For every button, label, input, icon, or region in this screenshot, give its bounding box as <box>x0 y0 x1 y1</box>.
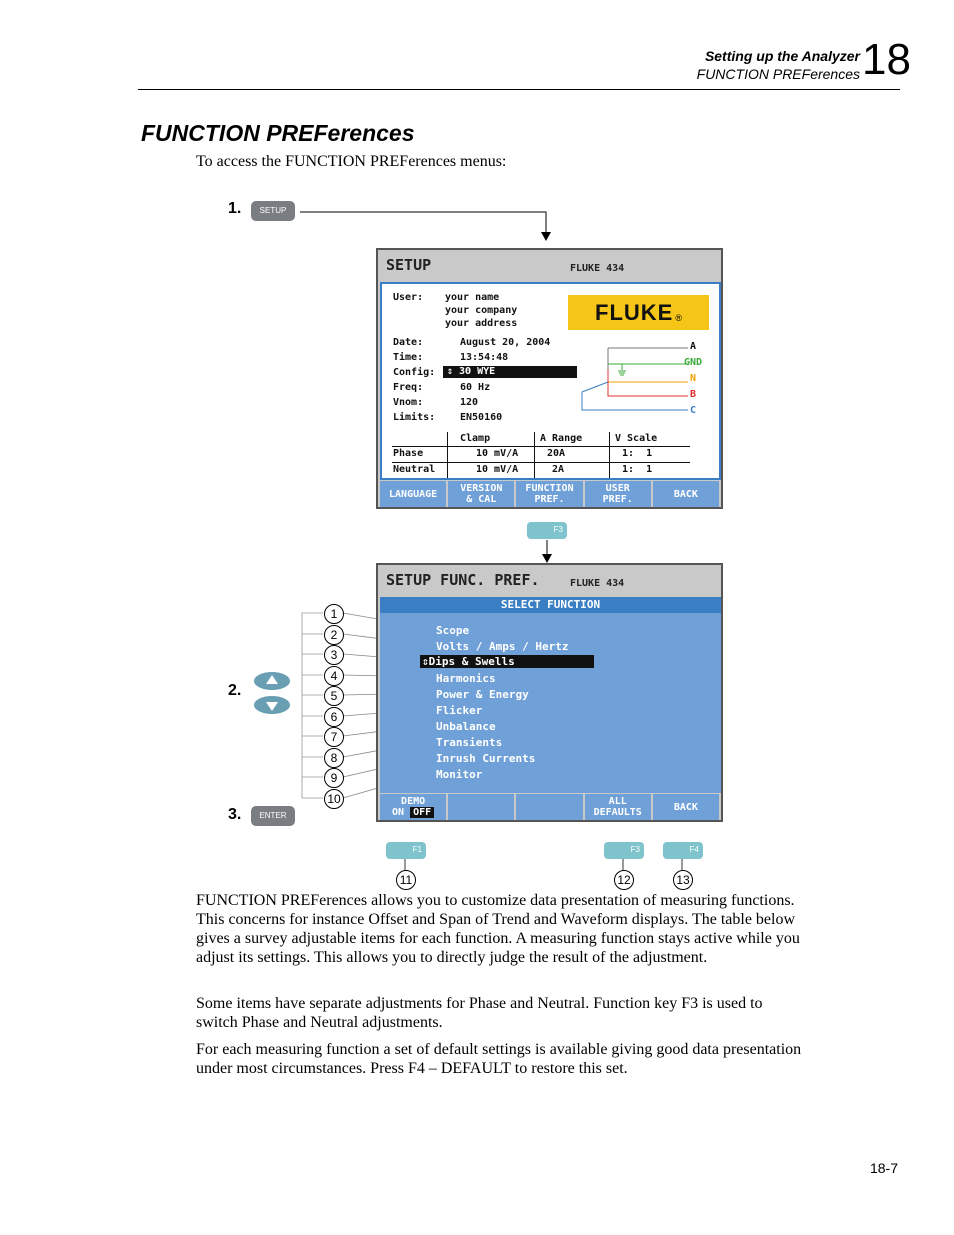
callout-marker: 7 <box>324 727 344 747</box>
table-header: Clamp <box>460 433 491 444</box>
down-arrow-key[interactable] <box>254 696 290 714</box>
phase-label: B <box>690 389 697 400</box>
table-row-name: Neutral <box>393 464 436 475</box>
setup-model-label: FLUKE 434 <box>570 263 625 274</box>
field-value: EN50160 <box>460 412 503 423</box>
callout-marker: 3 <box>324 645 344 665</box>
header-title: Setting up the Analyzer <box>704 48 860 64</box>
field-label: Freq: <box>393 382 424 393</box>
field-label: Time: <box>393 352 424 363</box>
table-header: A Range <box>540 433 583 444</box>
func-pref-model-label: FLUKE 434 <box>570 578 625 589</box>
function-item-selected[interactable]: ⇕Dips & Swells <box>420 655 594 668</box>
header-subtitle: FUNCTION PREFerences <box>696 66 860 82</box>
table-cell: 10 mV/A <box>476 448 519 459</box>
step-2-label: 2. <box>228 682 242 699</box>
func-pref-screen-title: SETUP FUNC. PREF. <box>386 571 540 589</box>
phase-label: C <box>690 405 697 416</box>
function-item[interactable]: Inrush Currents <box>436 752 536 765</box>
phase-label: N <box>690 373 697 384</box>
softkey-version-cal[interactable]: VERSION & CAL <box>448 481 514 507</box>
function-item[interactable]: Scope <box>436 624 470 637</box>
callout-marker: 4 <box>324 666 344 686</box>
softkey-function-pref[interactable]: FUNCTION PREF. <box>516 481 582 507</box>
phase-label: GND <box>684 357 703 368</box>
up-arrow-key[interactable] <box>254 672 290 690</box>
callout-marker: 10 <box>324 789 344 809</box>
callout-marker: 6 <box>324 707 344 727</box>
body-paragraph: Some items have separate adjustments for Phase and Neutral. Function key F3 is used to switch Phase and Neutral adjustments. <box>196 995 763 1031</box>
table-rule <box>447 432 448 478</box>
softkey-language[interactable]: LANGUAGE <box>380 481 446 507</box>
body-paragraph: FUNCTION PREFerences allows you to customize data presentation of measuring functions. This concerns for instance Offset and Span of Trend and Waveform displays. The table below gives a survey adjustable items for each function. A measuring function stays active while you adjust its settings. This allows you to directly judge the result of the adjustment. <box>196 892 800 966</box>
table-cell: 2A <box>552 464 565 475</box>
callout-marker: 2 <box>324 625 344 645</box>
function-item[interactable]: Flicker <box>436 704 483 717</box>
user-label: User: <box>393 292 424 303</box>
softkey-empty-f2 <box>448 794 514 820</box>
table-cell: 1: 1 <box>622 448 653 459</box>
callout-marker: 13 <box>673 870 693 890</box>
table-rule <box>609 432 610 478</box>
func-softkey-bar <box>380 794 719 820</box>
f1-key-button[interactable]: F1 <box>386 842 426 859</box>
callout-marker: 9 <box>324 768 344 788</box>
enter-key-button[interactable]: ENTER <box>251 806 295 826</box>
softkey-empty-f3 <box>516 794 582 820</box>
table-rule <box>392 446 690 447</box>
section-title: FUNCTION PREFerences <box>141 120 415 146</box>
setup-screen-title: SETUP <box>386 256 432 274</box>
setup-screen-body <box>380 282 721 480</box>
table-rule <box>534 432 535 478</box>
function-item[interactable]: Harmonics <box>436 672 496 685</box>
callout-marker: 8 <box>324 748 344 768</box>
table-cell: 10 mV/A <box>476 464 519 475</box>
table-rule <box>392 462 690 463</box>
f3-key-button[interactable]: F3 <box>527 522 567 539</box>
select-function-band: SELECT FUNCTION <box>380 597 721 613</box>
demo-toggle[interactable] <box>392 807 434 818</box>
softkey-all-defaults[interactable]: ALL DEFAULTS <box>585 794 651 820</box>
field-value: 13:54:48 <box>460 352 509 363</box>
f3-key-button[interactable]: F3 <box>604 842 644 859</box>
field-label: Date: <box>393 337 424 348</box>
callout-marker: 1 <box>324 604 344 624</box>
phase-label: A <box>690 341 697 352</box>
intro-text: To access the FUNCTION PREFerences menus: <box>196 153 507 170</box>
setup-screen <box>376 248 723 509</box>
field-label: Vnom: <box>393 397 424 408</box>
function-item[interactable]: Unbalance <box>436 720 496 733</box>
table-header: V Scale <box>615 433 658 444</box>
f4-key-button[interactable]: F4 <box>663 842 703 859</box>
step-3-label: 3. <box>228 806 242 823</box>
callout-marker: 5 <box>324 686 344 706</box>
function-item[interactable]: Power & Energy <box>436 688 529 701</box>
func-list-panel <box>380 597 721 793</box>
func-pref-screen <box>376 563 723 822</box>
table-cell: 20A <box>547 448 566 459</box>
demo-label: DEMO <box>401 796 426 807</box>
function-item[interactable]: Transients <box>436 736 503 749</box>
softkey-demo[interactable] <box>380 794 446 820</box>
chapter-number: 18 <box>862 35 911 84</box>
demo-off-selected: OFF <box>410 807 434 818</box>
user-line: your name <box>445 292 500 303</box>
demo-on: ON <box>392 807 405 818</box>
table-row-name: Phase <box>393 448 424 459</box>
arrow-keys <box>254 672 292 716</box>
setup-softkey-bar <box>380 481 719 507</box>
field-value: 120 <box>460 397 479 408</box>
user-line: your company <box>445 305 518 316</box>
page-number: 18-7 <box>869 1160 898 1176</box>
user-line: your address <box>445 318 518 329</box>
callout-marker: 12 <box>614 870 634 890</box>
softkey-user-pref[interactable]: USER PREF. <box>585 481 651 507</box>
function-item[interactable]: Volts / Amps / Hertz <box>436 640 569 653</box>
function-item[interactable]: Monitor <box>436 768 483 781</box>
field-value: August 20, 2004 <box>460 337 551 348</box>
field-label: Config: <box>393 367 436 378</box>
fluke-logo: FLUKE ® <box>568 295 709 330</box>
setup-key-button[interactable]: SETUP <box>251 201 295 221</box>
wye-wiring-diagram <box>578 340 690 420</box>
field-label: Limits: <box>393 412 436 423</box>
config-selected-value[interactable]: ⇕ 3Θ WYE <box>443 366 577 378</box>
softkey-back[interactable]: BACK <box>653 794 719 820</box>
field-value: 60 Hz <box>460 382 491 393</box>
step-1-label: 1. <box>228 200 242 217</box>
body-paragraph: For each measuring function a set of default settings is available giving good data presentation under most circumstances. Press F4 – DEFAULT to restore this set. <box>196 1041 802 1077</box>
softkey-back[interactable]: BACK <box>653 481 719 507</box>
table-cell: 1: 1 <box>622 464 653 475</box>
callout-marker: 11 <box>396 870 416 890</box>
